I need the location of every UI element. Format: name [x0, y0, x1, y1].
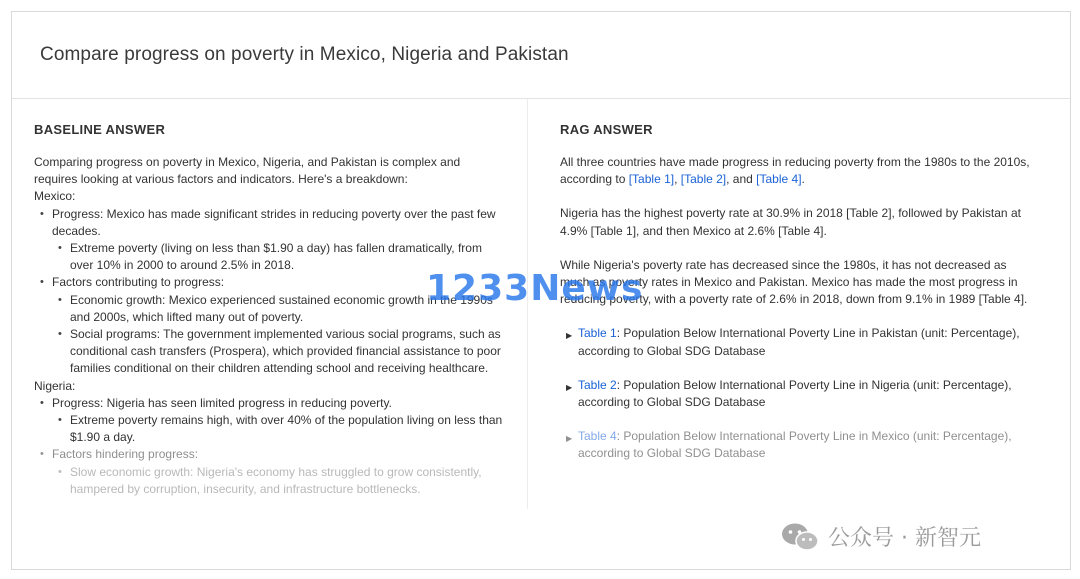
rag-paragraph-2: Nigeria has the highest poverty rate at 30.9% in 2018 [Table 2], followed by Pakistan at 4.9% [Table 1], and then Mexico at 2.6% [Table 4]. [560, 206, 1021, 238]
nigeria-label: Nigeria: [34, 378, 76, 393]
baseline-heading: BASELINE ANSWER [34, 122, 166, 137]
table-4-citation-link[interactable]: [Table 4] [756, 172, 802, 187]
source-link[interactable]: Table 2 [578, 377, 617, 392]
list-item: • Extreme poverty (living on less than $1.90 a day) has fallen dramatically, from over 10% in 2000 to around 2.5% in 2018. [58, 241, 482, 273]
expand-triangle-icon[interactable]: ▶ [566, 331, 573, 341]
list-item: • Social programs: The government implemented various social programs, such as conditional cash transfers (Prospera), which provided financial assistance to poor families conditional on their children attending school and receiving healthcare. [58, 327, 501, 376]
list-item: • Progress: Mexico has made significant strides in reducing poverty over the past few decades. [40, 206, 496, 238]
table-1-citation-link[interactable]: [Table 1] [628, 172, 675, 187]
rag-heading: RAG ANSWER [560, 122, 653, 137]
rag-paragraph-3: While Nigeria's poverty rate has decreased since the 1980s, it has not decreased as much as poverty rates in Mexico and Pakistan. Mexico has made the most progress in reducing poverty, with a poverty rate of 2.6% in 2018, down from 9.1% in 1989 [Table 4]. [560, 257, 1028, 307]
list-item: • Factors hindering progress: [40, 447, 199, 462]
mexico-label: Mexico: [34, 189, 76, 204]
expand-triangle-icon[interactable]: ▶ [566, 382, 573, 392]
source-item-table-4[interactable]: ▶ Table 4: Population Below International Poverty Line in Mexico (unit: Percentage), according to Global SDG Database [566, 429, 1012, 461]
wechat-icon [780, 522, 820, 552]
baseline-answer-text [34, 154, 504, 498]
expand-triangle-icon[interactable]: ▶ [566, 434, 573, 444]
question-title: Compare progress on poverty in Mexico, Nigeria and Pakistan [40, 44, 569, 65]
list-item: • Progress: Nigeria has seen limited progress in reducing poverty. [40, 395, 392, 410]
list-item: • Extreme poverty remains high, with over 40% of the population living on less than $1.90 a day. [58, 413, 503, 445]
source-item-table-1[interactable]: ▶ Table 1: Population Below International Poverty Line in Pakistan (unit: Percentage), according to Global SDG Database [566, 326, 1020, 358]
table-2-citation-link[interactable]: [Table 2] [680, 172, 727, 187]
list-item: • Slow economic growth: Nigeria's economy has struggled to grow consistently, hampered by corruption, insecurity, and infrastructure bottlenecks. [58, 464, 482, 496]
list-item: • Economic growth: Mexico experienced sustained economic growth in the 1990s and 2000s, which lifted many out of poverty. [58, 292, 493, 324]
rag-paragraph-1: All three countries have made progress in reducing poverty from the 1980s to the 2010s, according to [Table 1], [Table 2], and [Table 4]. [560, 155, 1030, 187]
brand-label: 公众号 · 新智元 [828, 526, 981, 551]
brand-footer [780, 521, 981, 552]
baseline-intro: Comparing progress on poverty in Mexico, Nigeria, and Pakistan is complex and requires looking at various factors and indicators. Here's a breakdown: [34, 155, 461, 187]
source-link[interactable]: Table 4 [578, 429, 617, 444]
header-divider [12, 98, 1070, 99]
baseline-answer-panel [34, 122, 504, 498]
source-link[interactable]: Table 1 [578, 326, 617, 341]
watermark-text: 1233News [426, 268, 644, 309]
source-item-table-2[interactable]: ▶ Table 2: Population Below International Poverty Line in Nigeria (unit: Percentage), according to Global SDG Database [566, 377, 1012, 410]
list-item: • Factors contributing to progress: [40, 275, 225, 290]
